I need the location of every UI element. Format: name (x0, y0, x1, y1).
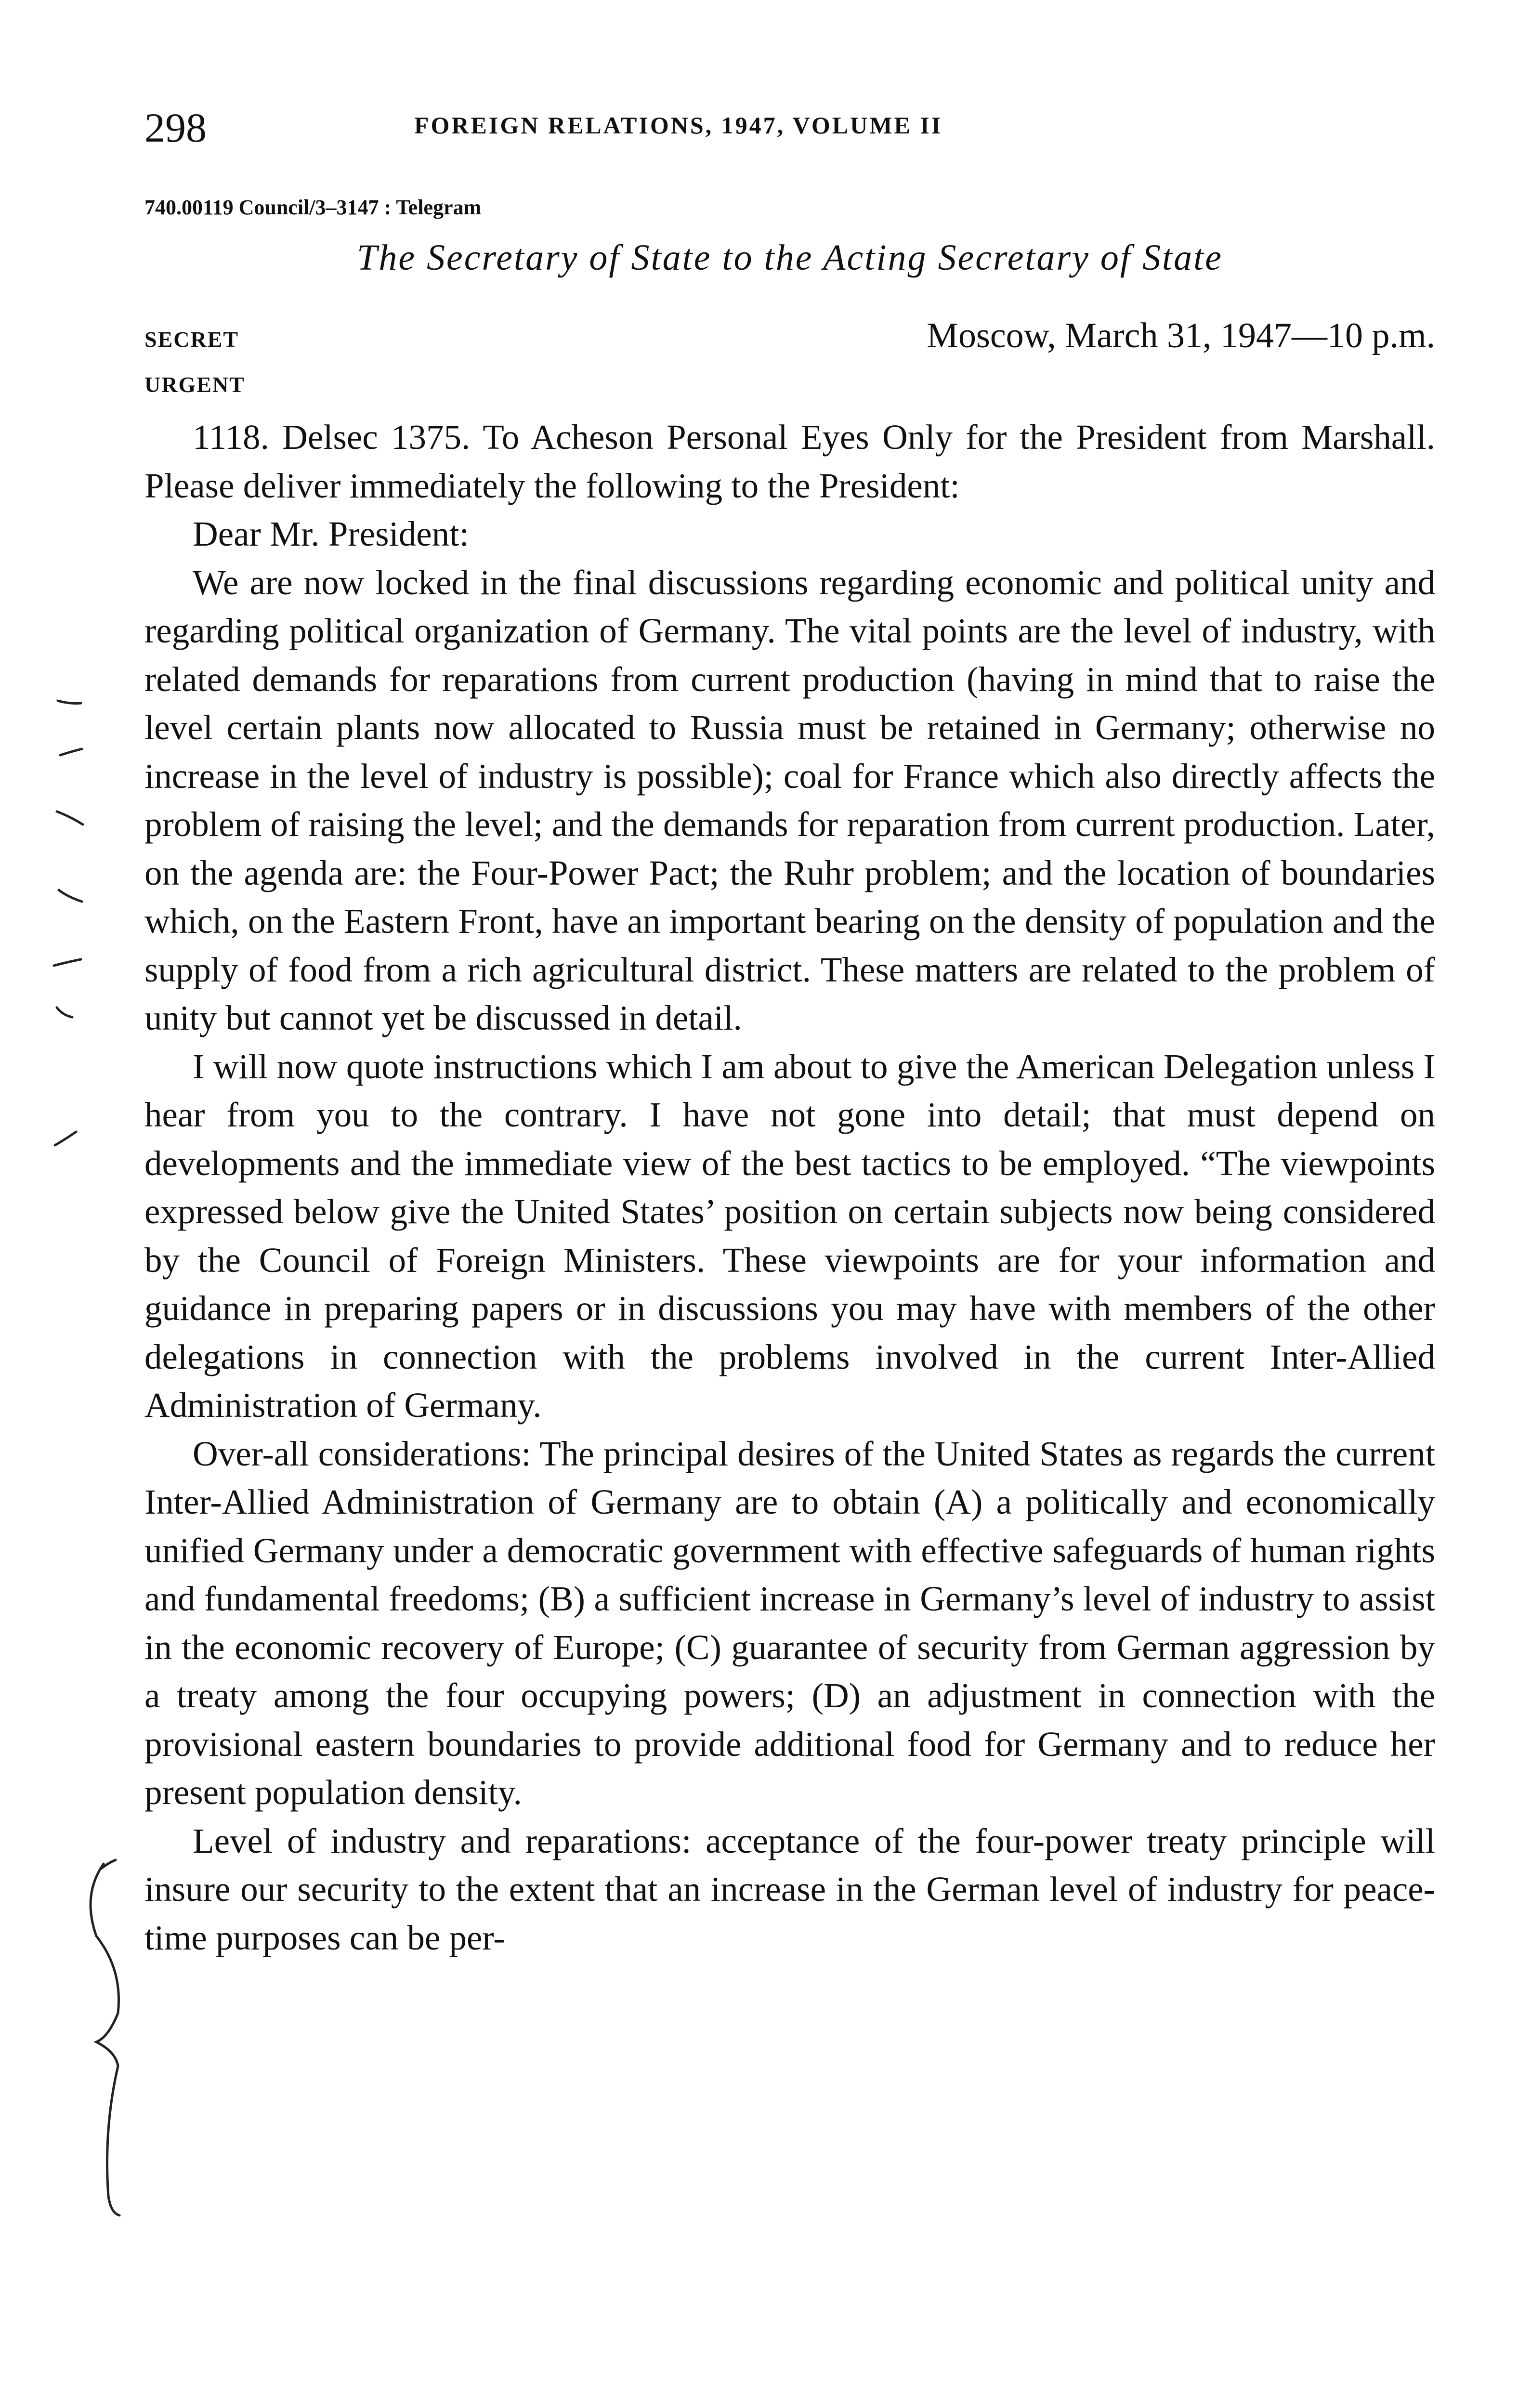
paragraph-salutation: Dear Mr. President: (193, 514, 469, 553)
margin-tick-mark (55, 1132, 76, 1145)
running-head (144, 104, 1435, 157)
margin-bracket-mark (91, 1864, 119, 2215)
paragraph-discussions: We are now locked in the final discussions regarding economic and political unity and regarding political organization of Germany. The vital points are the level of industry, with related demands for reparations from current production (having in mind that to raise the level certain plants now allocated to Russia must be retained in Germany; otherwise no increase in the level of industry is possible); coal for France which also directly affects the problem of raising the level; and the demands for reparation from current production. Later, on the agenda are: the Four-Power Pact; the Ruhr problem; and the location of boundaries which, on the Eastern Front, have an important bearing on the density of population and the supply of food from a rich agricultural district. These matters are related to the problem of unity but cannot yet be discussed in detail. (144, 563, 1435, 1037)
margin-tick-mark (58, 701, 81, 703)
file-reference: 740.00119 Council/3–3147 : Telegram (144, 196, 482, 219)
place-date-line: Moscow, March 31, 1947—10 p.m. (927, 316, 1435, 355)
margin-tick-mark (59, 890, 82, 902)
telegram-body (144, 413, 1435, 1962)
margin-tick-mark (60, 749, 82, 755)
page-number: 298 (144, 105, 207, 151)
margin-tick-mark (54, 959, 81, 966)
paragraph-considerations: Over-all considerations: The principal desires of the United States as regards the current Inter-Allied Administration of Germany are to obtain (A) a politically and economically unified Germany under a democratic government with effective safeguards of human rights and fundamental freedoms; (B) a sufficient increase in Germany’s level of industry to assist in the economic recovery of Europe; (C) guarantee of security from German aggression by a treaty among the four occupying powers; (D) an adjustment in connection with the provisional eastern boundaries to provide additional food for Germany and to reduce her present population density. (144, 1434, 1435, 1812)
margin-marks-svg (0, 0, 154, 2408)
paragraph-instructions: I will now quote instructions which I am about to give the American Delegation unless I hear from you to the contrary. I have not gone into detail; that must depend on developments and the immediate view of the best tactics to be employed. “The viewpoints expressed below give the United States’ position on certain subjects now being considered by the Council of Foreign Ministers. These viewpoints are for your information and guidance in preparing papers or in discussions you may have with members of the other delegations in connection with the problems involved in the current Inter-Allied Administration of Germany. (144, 1047, 1435, 1425)
margin-annotations (0, 0, 154, 2408)
paragraph-intro: 1118. Delsec 1375. To Acheson Personal Eyes Only for the President from Marshall. Please deliver immediately the following to the President: (144, 418, 1435, 505)
paragraph-level-of-industry: Level of industry and reparations: acceptance of the four-power treaty principle will insure our security to the extent that an increase in the German level of industry for peace-time purposes can be per- (144, 1821, 1435, 1957)
margin-tick-mark (57, 1008, 72, 1017)
precedence-label: URGENT (144, 372, 245, 397)
margin-tick-mark (57, 811, 83, 824)
document-title: The Secretary of State to the Acting Secretary of State (357, 237, 1223, 278)
classification-label: SECRET (144, 327, 239, 352)
running-title: FOREIGN RELATIONS, 1947, VOLUME II (414, 112, 943, 139)
